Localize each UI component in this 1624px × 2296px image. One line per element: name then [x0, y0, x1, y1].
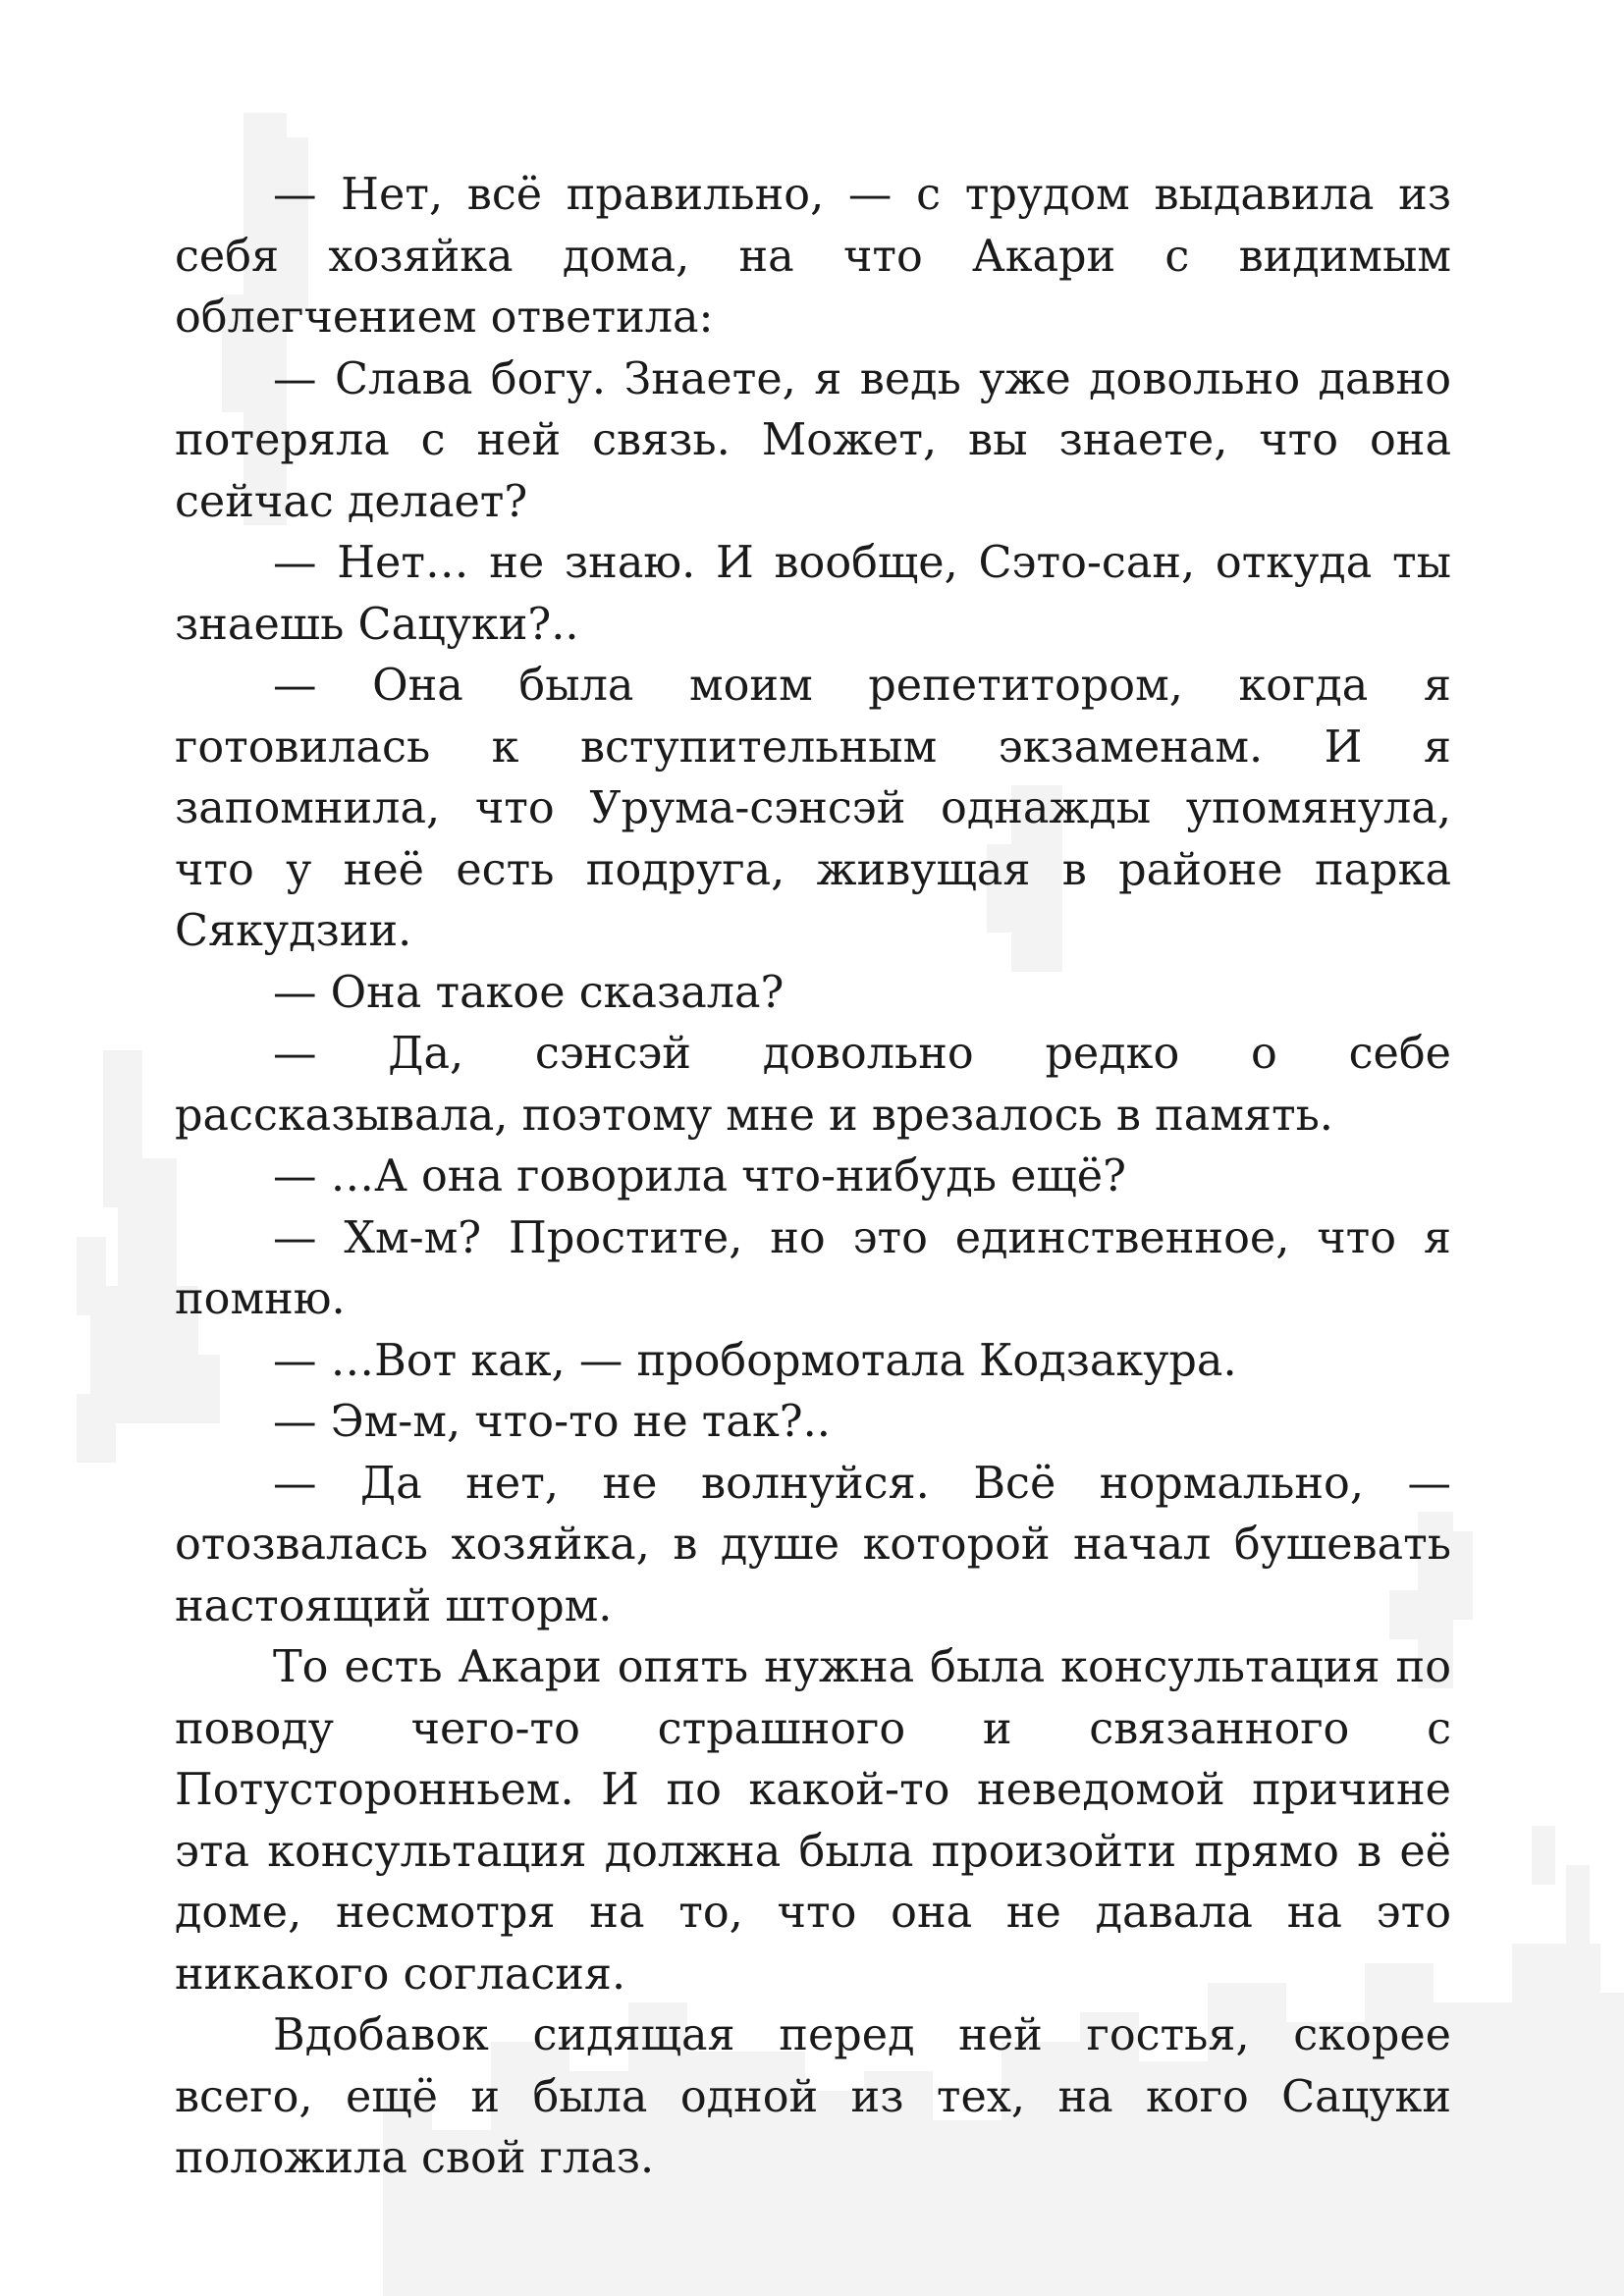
paragraph-11: — Да нет, не волнуйся. Всё нормально, — отозвалась хозяйка, в душе которой начал бушевать настоящий шторм.: [175, 1458, 1451, 1631]
paragraph-5: — Она такое сказала?: [273, 967, 785, 1018]
paragraph-8: — Хм-м? Простите, но это единственное, что я помню.: [175, 1212, 1451, 1324]
paragraph-13: Вдобавок сидящая перед ней гостья, скорее всего, ещё и была одной из тех, на кого Сацуки положила свой глаз.: [175, 2010, 1451, 2183]
paragraph-6: — Да, сэнсэй довольно редко о себе рассказывала, поэтому мне и врезалось в память.: [175, 1029, 1451, 1141]
paragraph-9: — …Вот как, — пробормотала Кодзакура.: [273, 1335, 1237, 1386]
paragraph-12: То есть Акари опять нужна была консультация по поводу чего-то страшного и связанного с Потусторонньем. И по какой-то неведомой причине эта консультация должна была произойти прямо в её доме, несмотря на то, что она не давала на это никакого согласия.: [175, 1642, 1451, 2000]
paragraph-7: — …А она говорила что-нибудь ещё?: [273, 1151, 1126, 1201]
paragraph-2: — Слава богу. Знаете, я ведь уже довольно давно потеряла с ней связь. Может, вы знаете, что она сейчас делает?: [175, 353, 1451, 527]
paragraph-4: — Она была моим репетитором, когда я готовилась к вступительным экзаменам. И я запомнила, что Урума-сэнсэй однажды упомянула, что у неё есть подруга, живущая в районе парка Сякудзии.: [175, 661, 1451, 956]
page-body-text: [175, 165, 1451, 2190]
paragraph-10: — Эм-м, что-то не так?..: [273, 1397, 831, 1447]
paragraph-1: — Нет, всё правильно, — с трудом выдавила из себя хозяйка дома, на что Акари с видимым облегчением ответила:: [175, 170, 1451, 343]
paragraph-3: — Нет… не знаю. И вообще, Сэто-сан, откуда ты знаешь Сацуки?..: [175, 538, 1451, 650]
